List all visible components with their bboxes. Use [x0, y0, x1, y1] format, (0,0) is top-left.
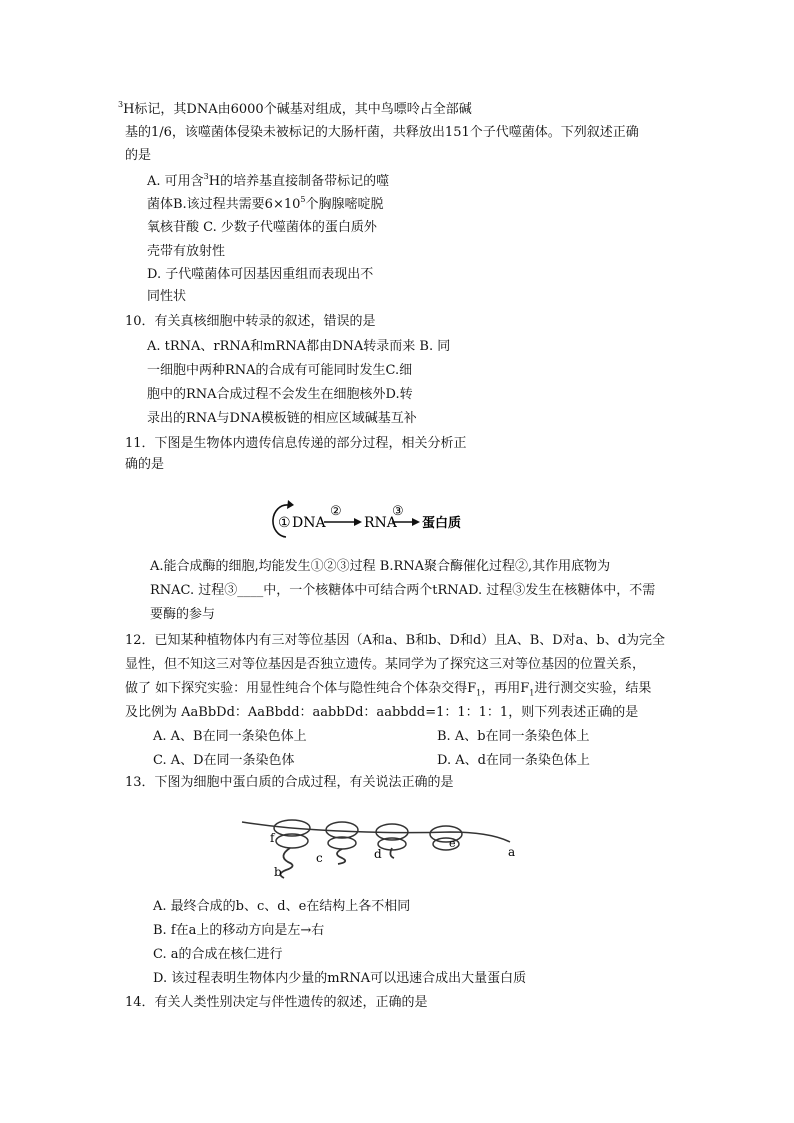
- q11-options-3: 要酶的参与: [150, 607, 216, 622]
- label-2: ②: [330, 504, 342, 519]
- q13-stem: 13．下图为细胞中蛋白质的合成过程，有关说法正确的是: [125, 775, 454, 790]
- q9-option-d-cont: 同性状: [147, 289, 187, 304]
- translation-diagram: [240, 816, 540, 886]
- q12-line-1: 12．已知某种植物体内有三对等位基因（A和a、B和b、D和d）且A、B、D对a、b、d为完全: [125, 633, 666, 648]
- text: 进行测交实验，结果: [534, 681, 652, 696]
- rna-label: RNA: [364, 515, 397, 531]
- q9-option-a: [147, 173, 389, 191]
- text: 菌体B.该过程共需要6×10: [147, 197, 301, 212]
- q9-option-c-cont: 壳带有放射性: [147, 244, 226, 259]
- intro-line-2: 基的1/6，该噬菌体侵染未被标记的大肠杆菌，共释放出151个子代噬菌体。下列叙述正确: [125, 125, 639, 140]
- text: 做了 如下探究实验：用显性纯合个体与隐性纯合个体杂交得F: [125, 681, 477, 696]
- superscript: 3: [203, 172, 209, 181]
- subscript: 1: [476, 688, 482, 698]
- q11-options-1: A.能合成酶的细胞,均能发生①②③过程 B.RNA聚合酶催化过程②,其作用底物为: [150, 559, 611, 574]
- ribosome-1: [274, 820, 310, 848]
- text: A. 可用含: [147, 174, 204, 189]
- polypeptide-b: [280, 848, 292, 878]
- dna-label: DNA: [292, 515, 326, 531]
- q12-option-d: D. A、d在同一条染色体上: [437, 753, 590, 768]
- label-3: ③: [392, 504, 404, 519]
- q12-option-b: B. A、b在同一条染色体上: [437, 729, 590, 744]
- label-f: f: [270, 831, 275, 845]
- text: ，再用F: [481, 681, 530, 696]
- label-a: a: [508, 845, 516, 859]
- label-c: c: [316, 851, 323, 865]
- ribosome-2: [326, 822, 358, 849]
- q11-options-2: RNAC. 过程③____中，一个核糖体中可结合两个tRNAD. 过程③发生在核糖体中，不需: [150, 583, 656, 598]
- q10-line-3: 胞中的RNA合成过程不会发生在细胞核外D.转: [147, 387, 413, 402]
- q10-stem: 10．有关真核细胞中转录的叙述，错误的是: [125, 314, 376, 329]
- ribosome-4: [430, 826, 462, 850]
- replication-loop-arrowhead: [287, 500, 294, 509]
- q13-option-a: A. 最终合成的b、c、d、e在结构上各不相同: [153, 899, 411, 914]
- text: H的培养基直接制备带标记的噬: [208, 174, 390, 189]
- superscript: 3: [118, 100, 124, 109]
- subscript: 1: [529, 688, 535, 698]
- q9-option-d: D. 子代噬菌体可因基因重组而表现出不: [147, 267, 374, 282]
- label-b: b: [274, 865, 282, 879]
- q10-line-2: 一细胞中两种RNA的合成有可能同时发生C.细: [147, 363, 413, 378]
- intro-line-3: 的是: [125, 148, 152, 163]
- q12-option-a: A. A、B在同一条染色体上: [153, 729, 307, 744]
- q12-line-4: 及比例为 AaBbDd：AaBbdd：aabbDd：aabbdd=1：1：1：1，则下列表述正确的是: [125, 705, 639, 720]
- q11-stem-2: 确的是: [125, 457, 165, 472]
- q11-stem-1: 11．下图是生物体内遗传信息传递的部分过程，相关分析正: [125, 436, 467, 451]
- q9-option-b: [147, 196, 384, 214]
- intro-text: H标记，其DNA由6000个碱基对组成，其中鸟嘌呤占全部碱: [123, 102, 472, 117]
- q13-option-b: B. f在a上的移动方向是左→右: [153, 923, 325, 938]
- q9-option-c: 氧核苷酸 C. 少数子代噬菌体的蛋白质外: [147, 220, 377, 235]
- q10-line-1: A. tRNA、rRNA和mRNA都由DNA转录而来 B. 同: [147, 339, 451, 354]
- label-1: ①: [278, 515, 291, 531]
- intro-line-1: [118, 101, 472, 119]
- q12-line-3: [125, 680, 651, 703]
- central-dogma-diagram: [266, 497, 466, 545]
- q12-option-c: C. A、D在同一条染色体: [153, 753, 295, 768]
- q14-stem: 14．有关人类性别决定与伴性遗传的叙述，正确的是: [125, 995, 428, 1010]
- protein-label: 蛋白质: [422, 516, 462, 531]
- label-e: e: [449, 837, 456, 850]
- q12-line-2: 显性，但不知这三对等位基因是否独立遗传。某同学为了探究这三对等位基因的位置关系，: [125, 657, 646, 672]
- q13-option-c: C. a的合成在核仁进行: [153, 947, 283, 962]
- q10-line-4: 录出的RNA与DNA模板链的相应区域碱基互补: [147, 411, 417, 426]
- label-d: d: [374, 847, 382, 861]
- superscript: 5: [300, 195, 306, 204]
- transcription-arrowhead: [354, 518, 362, 526]
- q13-option-d: D. 该过程表明生物体内少量的mRNA可以迅速合成出大量蛋白质: [153, 971, 527, 986]
- polypeptide-c: [337, 849, 345, 864]
- text: 个胸腺嘧啶脱: [305, 197, 384, 212]
- translation-arrowhead: [412, 518, 420, 526]
